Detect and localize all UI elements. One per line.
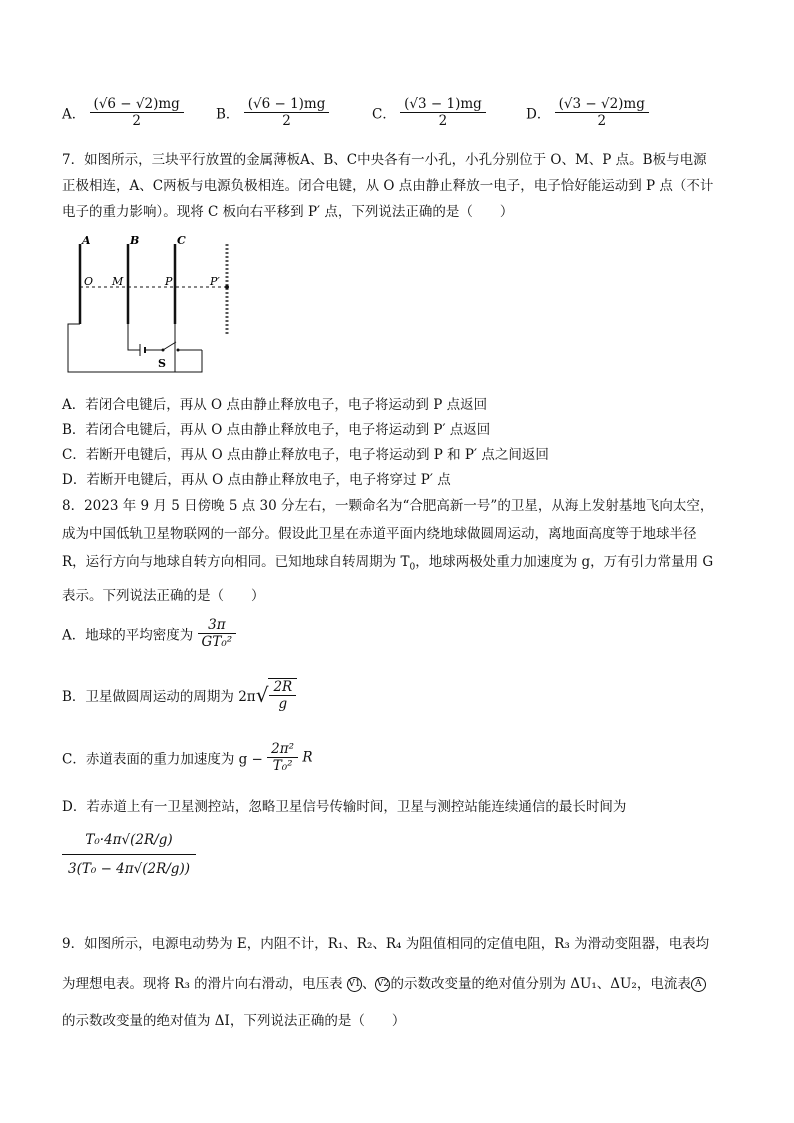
q7-stem-line-3: 电子的重力影响）。现将 C 板向右平移到 P′ 点，下列说法正确的是（ ） — [62, 204, 514, 220]
q9-stem-line-2: 为理想电表。现将 R₃ 的滑片向右滑动，电压表 V1、V2的示数改变量的绝对值分别为 ΔU₁、ΔU₂，电流表 A — [62, 974, 706, 994]
label-plate-c: C — [177, 234, 186, 247]
q8-stem-line-3: R，运行方向与地球自转方向相同。已知地球自转周期为 $T_0$，地球两极处重力加速度为 g，万有引力常量用 G — [62, 554, 714, 573]
q8-b-radicand-denominator: g — [278, 696, 288, 712]
q7-option-b: B．若闭合电键后，再从 O 点由静止释放电子，电子将运动到 P′ 点返回 — [62, 422, 491, 438]
q6-option-d: D． $\frac{(√3 - √2)mg}{2}$ — [526, 96, 649, 129]
point-p-prime-dot — [225, 285, 229, 289]
q8-option-b: B．卫星做圆周运动的周期为 2π√ $\frac{2R}{g}$ — [62, 678, 297, 712]
q7-stem-line-1: 7．如图所示，三块平行放置的金属薄板A、B、C中央各有一小孔，小孔分别位于 O、M、P 点。B板与电源 — [62, 152, 707, 168]
q8-stem-line-2: 成为中国低轨卫星物联网的一部分。假设此卫星在赤道平面内绕地球做圆周运动，离地面高度等于地球半径 — [62, 526, 697, 542]
label-point-p-prime: P′ — [210, 275, 220, 288]
q8-c-numerator: 2π² — [267, 741, 298, 758]
q6-option-c: C． $\frac{(√3 - 1)mg}{2}$ — [372, 96, 486, 129]
q6-d-numerator: (√3 − √2)mg — [555, 96, 649, 113]
wire-b — [128, 324, 140, 350]
q8-b-radicand-numerator: 2R — [269, 679, 296, 696]
q8-d-denominator: 3(T₀ − 4π√(2R/g)) — [68, 861, 190, 877]
q8-c-denominator: T₀² — [272, 758, 293, 774]
voltmeter-v1-icon: V1 — [347, 977, 362, 992]
wire-negative — [68, 324, 202, 372]
q8-d-numerator: T₀·4π√(2R/g) — [62, 826, 196, 855]
q6-b-numerator: (√6 − 1)mg — [244, 96, 330, 113]
q9-stem-line-1: 9．如图所示，电源电动势为 E，内阻不计，R₁、R₂、R₄ 为阻值相同的定值电阻，R₃ 为滑动变阻器，电表均 — [62, 936, 710, 952]
q8-stem-line-1: 8．2023 年 9 月 5 日傍晚 5 点 30 分左右，一颗命名为“合肥高新一号”的卫星，从海上发射基地飞向太空， — [62, 498, 714, 514]
q8-a-denominator: GT₀² — [201, 634, 233, 650]
q6-option-a: A． $\frac{(√6 - √2)mg}{2}$ — [62, 96, 184, 129]
label-plate-a: A — [82, 234, 91, 247]
q7-circuit-figure — [62, 232, 252, 382]
q6-a-denominator: 2 — [132, 113, 141, 129]
q7-option-a: A．若闭合电键后，再从 O 点由静止释放电子，电子将运动到 P 点返回 — [62, 397, 488, 413]
q7-stem-line-2: 正极相连，A、C两板与电源负极相连。闭合电键，从 O 点由静止释放一电子，电子恰好能运动到 P 点（不计 — [62, 178, 714, 194]
q6-c-numerator: (√3 − 1)mg — [400, 96, 486, 113]
label-point-m: M — [112, 275, 124, 288]
label-point-p: P — [165, 275, 173, 288]
q6-option-b: B． $\frac{(√6 - 1)mg}{2}$ — [216, 96, 329, 129]
q6-d-denominator: 2 — [597, 113, 607, 129]
ammeter-icon: A — [691, 977, 706, 992]
label-plate-b: B — [130, 234, 140, 247]
q7-option-c: C．若断开电键后，再从 O 点由静止释放电子，电子将运动到 P 和 P′ 点之间返回 — [62, 447, 549, 463]
q8-option-c: C．赤道表面的重力加速度为 g − $\frac{\text{2π²}}{\text{T₀²}}$ R — [62, 741, 313, 774]
q8-option-a: A．地球的平均密度为 $\frac{3\pi}{\text{GT₀²}}$ — [62, 617, 236, 650]
q6-a-numerator: (√6 − √2)mg — [90, 96, 184, 113]
switch-lever — [163, 342, 176, 350]
q8-option-d-fraction — [62, 826, 196, 883]
q8-a-numerator: 3π — [198, 617, 237, 634]
q8-option-d: D．若赤道上有一卫星测控站，忽略卫星信号传输时间，卫星与测控站能连续通信的最长时间为 — [62, 799, 627, 815]
q7-option-d: D．若断开电键后，再从 O 点由静止释放电子，电子将穿过 P′ 点 — [62, 472, 451, 488]
q8-stem-line-4: 表示。下列说法正确的是（ ） — [62, 588, 265, 604]
q6-b-denominator: 2 — [282, 113, 291, 129]
label-switch: S — [158, 357, 166, 370]
label-point-o: O — [84, 275, 94, 288]
voltmeter-v2-icon: V2 — [375, 977, 390, 992]
q6-c-denominator: 2 — [438, 113, 448, 129]
q9-stem-line-3: 的示数改变量的绝对值为 ΔI，下列说法正确的是（ ） — [62, 1013, 406, 1029]
